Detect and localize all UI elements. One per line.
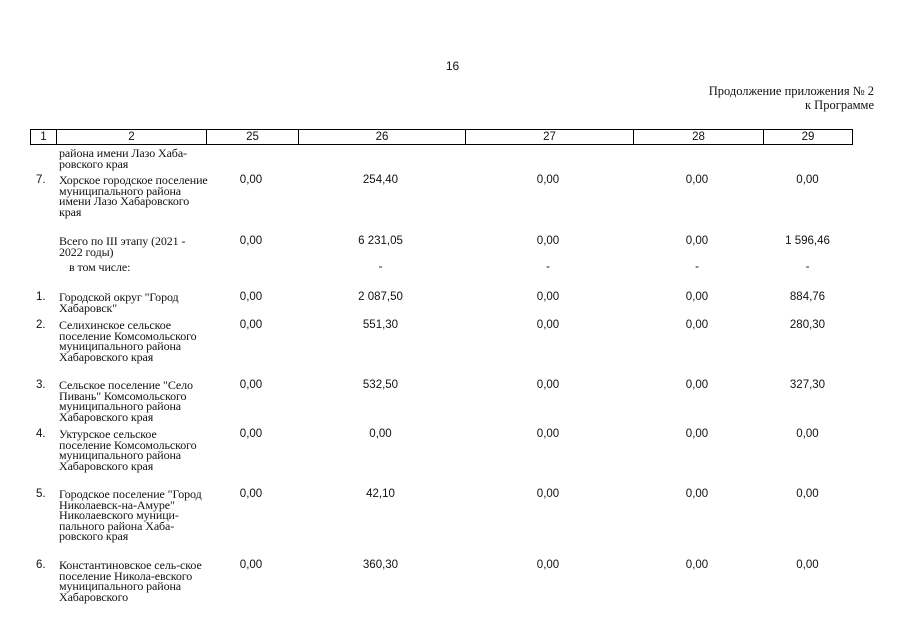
value-col-29: 280,30 — [789, 319, 826, 331]
row-number: 1. — [36, 291, 46, 303]
value-col-29: 327,30 — [789, 379, 826, 391]
value-col-29: 884,76 — [789, 291, 826, 303]
value-col-29: 0,00 — [796, 488, 819, 500]
appendix-caption — [709, 84, 874, 112]
row-number: 5. — [36, 488, 46, 500]
header-col-1: 1 — [40, 131, 47, 143]
value-col-25: 0,00 — [239, 319, 263, 331]
value-col-27: 0,00 — [536, 428, 560, 440]
row-number: 7. — [36, 174, 46, 186]
header-col-2: 2 — [56, 130, 206, 144]
value-col-29: - — [805, 261, 810, 273]
value-col-26: 532,50 — [362, 379, 399, 391]
value-col-27: 0,00 — [536, 235, 560, 247]
value-col-27: 0,00 — [536, 319, 560, 331]
value-col-28: 0,00 — [685, 291, 709, 303]
value-col-26: 42,10 — [366, 488, 395, 500]
header-col-26: 26 — [298, 130, 465, 144]
value-col-26: - — [378, 261, 383, 273]
value-col-25: 0,00 — [239, 174, 263, 186]
table-header-row — [30, 129, 853, 145]
value-col-27: 0,00 — [536, 174, 560, 186]
header-col-25: 25 — [206, 130, 298, 144]
value-col-29: 0,00 — [796, 174, 819, 186]
value-col-29: 1 596,46 — [785, 235, 830, 247]
row-name: Городской округ "Город Хабаровск" — [59, 290, 179, 315]
value-col-27: 0,00 — [536, 379, 560, 391]
row-name: в том числе: — [69, 260, 131, 274]
appendix-line-2: к Программе — [804, 98, 874, 112]
row-number: 4. — [36, 428, 46, 440]
value-col-29: 0,00 — [796, 559, 819, 571]
value-col-25: 0,00 — [239, 291, 263, 303]
value-col-26: 2 087,50 — [358, 291, 403, 303]
value-col-28: 0,00 — [685, 428, 709, 440]
value-col-28: - — [695, 261, 699, 273]
value-col-27: 0,00 — [536, 291, 560, 303]
page-number: 16 — [445, 59, 460, 73]
row-name: Сельское поселение "Село Пивань" Комсомольского муниципального района Хабаровского края — [59, 378, 193, 424]
value-col-27: 0,00 — [536, 488, 560, 500]
value-col-26: 6 231,05 — [358, 235, 403, 247]
row-number: 6. — [36, 559, 46, 571]
row-number: 2. — [36, 319, 46, 331]
row-name: района имени Лазо Хаба-ровского края — [59, 146, 187, 171]
value-col-26: 254,40 — [362, 174, 399, 186]
value-col-29: 0,00 — [796, 428, 819, 440]
row-name: Уктурское сельское поселение Комсомольского муниципального района Хабаровского края — [59, 427, 197, 473]
value-col-28: 0,00 — [685, 379, 709, 391]
value-col-28: 0,00 — [685, 174, 709, 186]
value-col-28: 0,00 — [685, 559, 709, 571]
value-col-28: 0,00 — [685, 488, 709, 500]
value-col-26: 360,30 — [362, 559, 399, 571]
row-name: Хорское городское поселение муниципального района имени Лазо Хабаровского края — [59, 173, 208, 219]
value-col-25: 0,00 — [239, 235, 263, 247]
header-col-29: 29 — [763, 130, 852, 144]
value-col-26: 0,00 — [369, 428, 392, 440]
value-col-25: 0,00 — [239, 428, 263, 440]
row-name: Всего по III этапу (2021 - 2022 годы) — [59, 234, 186, 259]
row-name: Городское поселение "Город Николаевск-на-Амуре" Николаевского муници-пального района Хаба-ровского края — [59, 487, 202, 543]
value-col-26: 551,30 — [362, 319, 399, 331]
value-col-28: 0,00 — [685, 235, 709, 247]
value-col-27: - — [546, 261, 550, 273]
value-col-25: 0,00 — [239, 559, 263, 571]
value-col-28: 0,00 — [685, 319, 709, 331]
row-name: Селихинское сельское поселение Комсомольского муниципального района Хабаровского края — [59, 318, 197, 364]
header-col-28: 28 — [633, 130, 763, 144]
row-name: Константиновское сель-ское поселение Никола-евского муниципального района Хабаровского — [59, 558, 202, 604]
row-number: 3. — [36, 379, 46, 391]
value-col-27: 0,00 — [536, 559, 560, 571]
appendix-line-1: Продолжение приложения № 2 — [708, 84, 874, 98]
value-col-25: 0,00 — [239, 488, 263, 500]
value-col-25: 0,00 — [239, 379, 263, 391]
header-col-27: 27 — [465, 130, 633, 144]
